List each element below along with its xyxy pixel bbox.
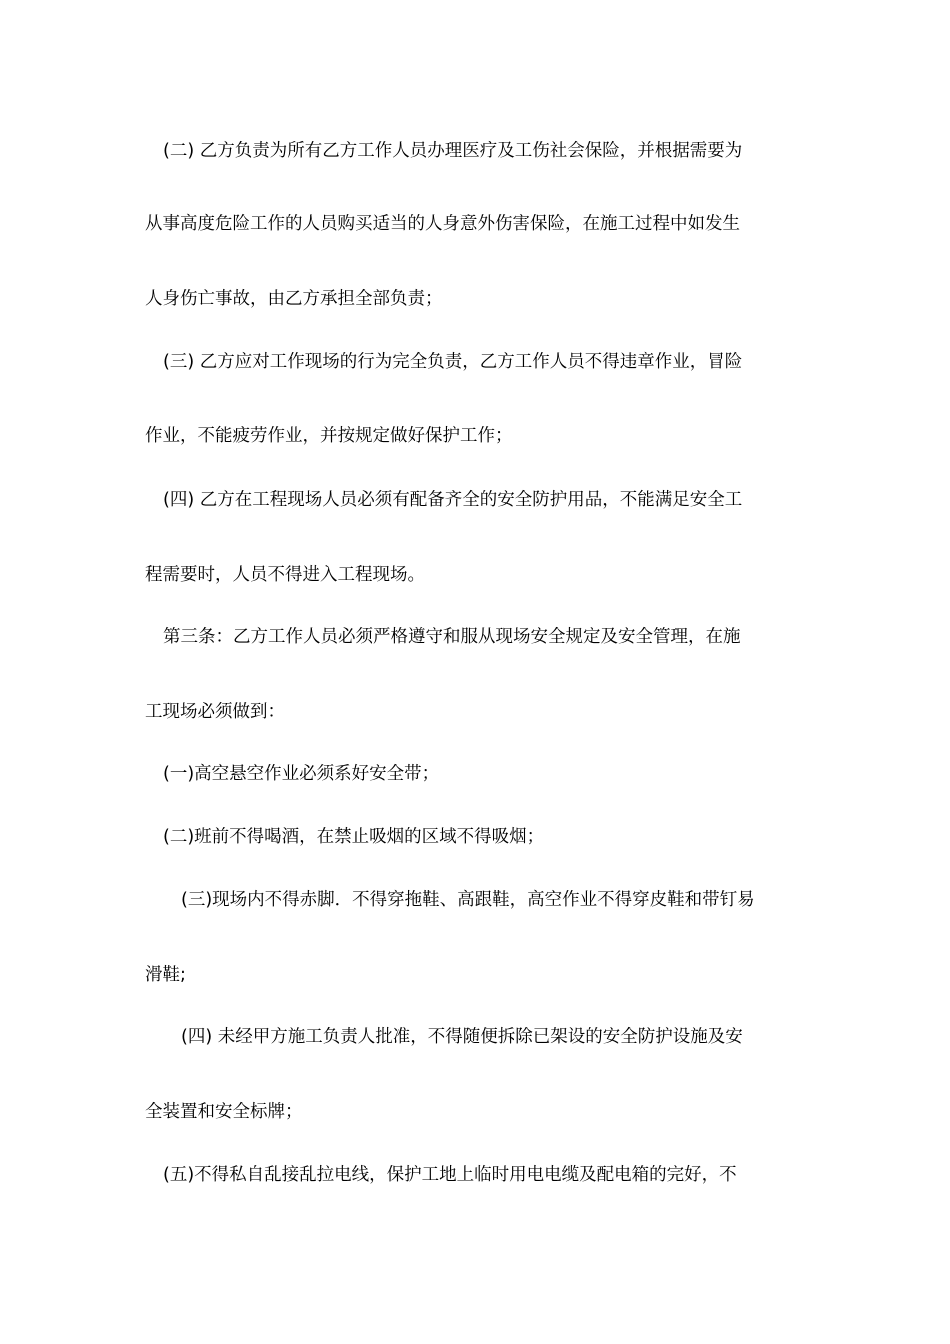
text-line: (二) 乙方负责为所有乙方工作人员办理医疗及工伤社会保险，并根据需要为	[163, 141, 743, 161]
text-line: 全装置和安全标牌；	[145, 1102, 303, 1122]
text-line: (四) 未经甲方施工负责人批准，不得随便拆除已架设的安全防护设施及安	[181, 1027, 743, 1047]
text-line: 程需要时，人员不得进入工程现场。	[145, 565, 425, 585]
text-line: (五)不得私自乱接乱拉电线，保护工地上临时用电电缆及配电箱的完好，不	[163, 1165, 737, 1185]
text-line: 从事高度危险工作的人员购买适当的人身意外伤害保险，在施工过程中如发生	[145, 214, 740, 234]
text-line: 第三条：乙方工作人员必须严格遵守和服从现场安全规定及安全管理，在施	[163, 627, 741, 647]
text-line: 滑鞋;	[145, 965, 186, 985]
text-line: (一)高空悬空作业必须系好安全带；	[163, 764, 440, 784]
text-line: (三)现场内不得赤脚．不得穿拖鞋、高跟鞋，高空作业不得穿皮鞋和带钉易	[181, 890, 755, 910]
text-line: 人身伤亡事故，由乙方承担全部负责；	[145, 289, 443, 309]
text-line: 作业，不能疲劳作业，并按规定做好保护工作；	[145, 426, 513, 446]
text-line: 工现场必须做到：	[145, 702, 285, 722]
text-line: (四) 乙方在工程现场人员必须有配备齐全的安全防护用品，不能满足安全工	[163, 490, 743, 510]
text-line: (二)班前不得喝酒，在禁止吸烟的区域不得吸烟；	[163, 827, 545, 847]
text-line: (三) 乙方应对工作现场的行为完全负责，乙方工作人员不得违章作业，冒险	[163, 352, 743, 372]
